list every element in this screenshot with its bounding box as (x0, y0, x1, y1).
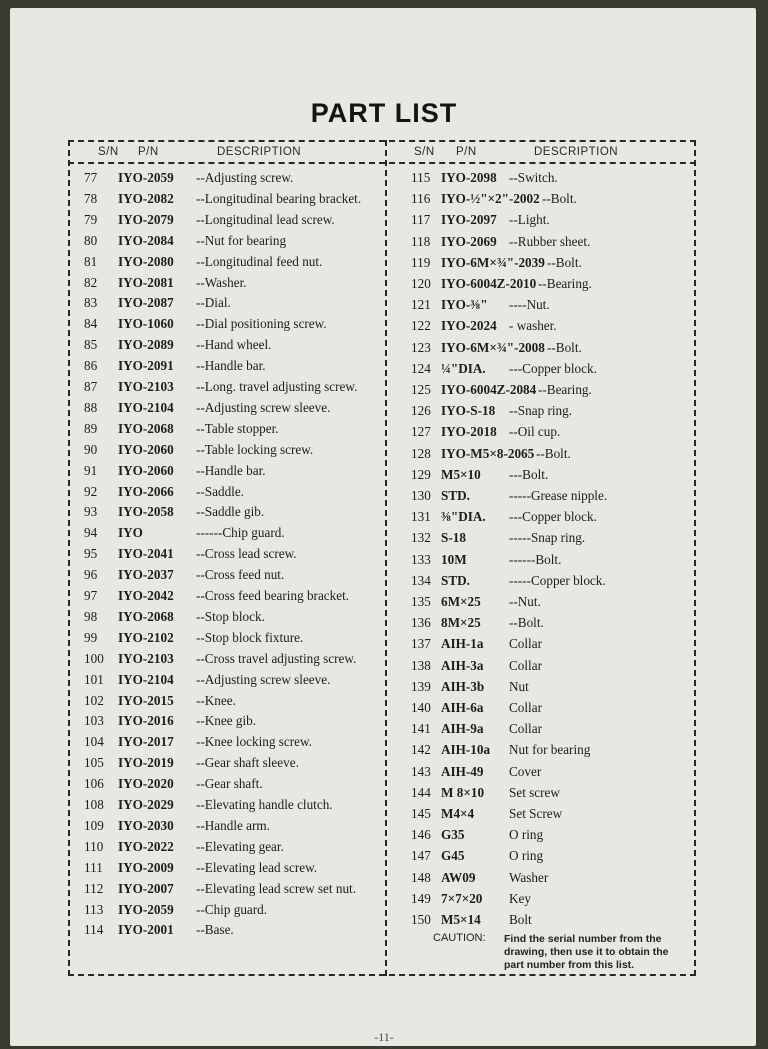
serial-number: 133 (411, 551, 431, 567)
part-description: --Dial. (196, 295, 231, 311)
part-number: 8M×25 (441, 615, 481, 631)
part-description: Collar (509, 700, 542, 715)
part-number: IYO-2017 (118, 734, 174, 750)
serial-number: 81 (84, 253, 98, 269)
part-number: IYO-S-18 (441, 403, 496, 419)
serial-number: 96 (84, 567, 98, 583)
serial-number: 121 (411, 297, 431, 313)
serial-number: 83 (84, 295, 98, 311)
serial-number: 145 (411, 806, 431, 821)
part-description: Collar (509, 636, 542, 652)
serial-number: 135 (411, 594, 431, 609)
part-number: AIH-9a (441, 721, 484, 737)
part-description: ---Bolt. (509, 466, 549, 482)
part-description: --Knee gib. (196, 713, 257, 729)
part-description: --Snap ring. (509, 403, 572, 419)
part-number: ¼"DIA. (441, 360, 486, 376)
part-description: --Saddle gib. (196, 504, 265, 520)
serial-number: 128 (411, 445, 431, 461)
column-divider (385, 140, 387, 976)
serial-number: 77 (84, 170, 98, 185)
part-description: Set Screw (509, 806, 563, 821)
part-number: IYO-2022 (118, 838, 174, 854)
serial-number: 150 (411, 912, 431, 927)
part-description: --Long. travel adjusting screw. (196, 379, 358, 394)
part-number: IYO-2059 (118, 901, 174, 917)
part-number: AIH-3b (441, 678, 485, 694)
serial-number: 102 (84, 692, 104, 708)
caution-label: CAUTION: (433, 932, 486, 944)
serial-number: 125 (411, 382, 431, 397)
serial-number: 112 (84, 880, 104, 896)
serial-number: 103 (84, 713, 104, 729)
serial-number: 110 (84, 838, 104, 854)
part-number: IYO-2068 (118, 420, 174, 436)
serial-number: 130 (411, 488, 431, 503)
serial-number: 137 (411, 636, 431, 652)
part-number: IYO-2024 (441, 318, 497, 334)
part-number: IYO-6004Z-2010 (441, 276, 537, 291)
serial-number: 88 (84, 399, 98, 415)
part-description: --Washer. (196, 274, 247, 290)
part-number: IYO-2042 (118, 588, 174, 603)
part-description: --Base. (196, 922, 234, 938)
part-number: STD. (441, 572, 470, 588)
part-description: --Gear shaft sleeve. (196, 755, 299, 771)
part-number: IYO-2098 (441, 170, 497, 185)
part-number: IYO-2020 (118, 776, 174, 792)
serial-number: 134 (411, 572, 431, 588)
page-number: -11- (374, 1030, 394, 1044)
serial-number: 104 (84, 734, 104, 750)
part-number: IYO-2037 (118, 567, 174, 583)
part-description: --Handle bar. (196, 462, 266, 478)
serial-number: 127 (411, 424, 431, 440)
serial-number: 79 (84, 211, 98, 227)
part-description: --Light. (509, 212, 550, 228)
part-description: Collar (509, 657, 542, 673)
part-description: --Nut. (509, 594, 541, 609)
part-description: -----Copper block. (509, 572, 606, 588)
serial-number: 97 (84, 588, 98, 603)
part-number: IYO-2015 (118, 692, 174, 708)
part-number: IYO-⅜" (441, 297, 488, 313)
part-description: ------Chip guard. (196, 525, 285, 541)
serial-number: 131 (411, 509, 431, 525)
part-description: --Longitudinal feed nut. (196, 253, 323, 269)
part-description: O ring (509, 827, 544, 843)
serial-number: 78 (84, 190, 98, 206)
serial-number: 126 (411, 403, 431, 419)
part-number: 6M×25 (441, 594, 481, 609)
serial-number: 146 (411, 827, 431, 843)
part-number: AIH-49 (441, 763, 484, 779)
serial-number: 147 (411, 848, 431, 864)
part-description: Bolt (509, 912, 532, 927)
serial-number: 115 (411, 170, 431, 185)
part-description: ----Nut. (509, 297, 550, 313)
part-number: IYO-2007 (118, 880, 174, 896)
serial-number: 143 (411, 763, 431, 779)
part-number: IYO-2091 (118, 358, 174, 374)
part-number: IYO-2087 (118, 295, 174, 311)
part-description: --Nut for bearing (196, 232, 287, 248)
header-sn-right: S/N (414, 146, 435, 158)
part-number: 7×7×20 (441, 890, 483, 906)
part-number: IYO-M5×8-2065 (441, 445, 535, 461)
part-description: ---Copper block. (509, 360, 597, 376)
part-number: IYO-2059 (118, 170, 174, 185)
serial-number: 84 (84, 316, 98, 332)
part-description: Nut (509, 678, 529, 694)
part-number: M5×14 (441, 912, 481, 927)
serial-number: 86 (84, 358, 98, 374)
part-number: ⅜"DIA. (441, 509, 486, 525)
serial-number: 124 (411, 360, 431, 376)
part-number: IYO-2084 (118, 232, 174, 248)
serial-number: 111 (84, 859, 103, 875)
part-number: IYO-2009 (118, 859, 174, 875)
part-description: Washer (509, 869, 549, 885)
serial-number: 114 (84, 922, 104, 938)
part-number: IYO-2068 (118, 608, 174, 624)
serial-number: 100 (84, 650, 104, 666)
part-number: AIH-3a (441, 657, 484, 673)
part-number: IYO (118, 525, 143, 541)
part-description: --Switch. (509, 170, 558, 185)
part-description: --Cross lead screw. (196, 546, 297, 562)
serial-number: 116 (411, 191, 431, 207)
part-number: IYO-6M×¾"-2008 (441, 339, 545, 355)
serial-number: 101 (84, 671, 104, 687)
part-description: --Elevating handle clutch. (196, 797, 333, 812)
part-description: --Dial positioning screw. (196, 316, 327, 332)
part-number: AIH-1a (441, 636, 484, 652)
part-number: IYO-2089 (118, 337, 174, 353)
serial-number: 91 (84, 462, 98, 478)
serial-number: 85 (84, 337, 98, 353)
serial-number: 123 (411, 339, 431, 355)
part-number: IYO-1060 (118, 316, 174, 332)
part-number: G35 (441, 827, 465, 843)
part-number: IYO-2103 (118, 650, 174, 666)
serial-number: 139 (411, 678, 431, 694)
part-number: AW09 (441, 869, 476, 885)
part-description: Collar (509, 721, 542, 737)
serial-number: 105 (84, 755, 104, 771)
part-description: --Cross feed bearing bracket. (196, 588, 350, 603)
part-description: --Cross travel adjusting screw. (196, 650, 357, 666)
part-description: ---Copper block. (509, 509, 597, 525)
part-description: --Knee locking screw. (196, 734, 312, 750)
part-description: --Stop block fixture. (196, 629, 304, 645)
part-number: IYO-2019 (118, 755, 174, 771)
part-description: --Handle bar. (196, 358, 266, 374)
part-number: IYO-2080 (118, 253, 174, 269)
part-description: --Handle arm. (196, 817, 270, 833)
header-rule (68, 162, 696, 164)
serial-number: 94 (84, 525, 98, 541)
part-number: AIH-10a (441, 742, 491, 758)
part-description: --Bolt. (547, 339, 582, 355)
part-description: --Cross feed nut. (196, 567, 285, 583)
part-description: --Table stopper. (196, 420, 279, 436)
part-number: 10M (441, 551, 467, 567)
part-number: IYO-2058 (118, 504, 174, 520)
part-number: IYO-2041 (118, 546, 174, 562)
part-description: --Elevating gear. (196, 838, 284, 854)
part-description: O ring (509, 848, 544, 864)
part-description: --Gear shaft. (196, 776, 263, 792)
header-pn-left: P/N (138, 146, 159, 158)
part-number: IYO-2082 (118, 190, 174, 206)
part-description: Key (509, 890, 531, 906)
serial-number: 149 (411, 890, 431, 906)
serial-number: 109 (84, 817, 104, 833)
part-description: Cover (509, 763, 542, 779)
page-title: PART LIST (310, 98, 458, 128)
serial-number: 136 (411, 615, 431, 631)
serial-number: 144 (411, 784, 431, 800)
serial-number: 90 (84, 441, 98, 457)
part-number: IYO-2103 (118, 379, 174, 394)
serial-number: 140 (411, 700, 431, 715)
part-number: IYO-2016 (118, 713, 174, 729)
part-number: S-18 (441, 530, 466, 546)
part-number: IYO-2079 (118, 211, 174, 227)
serial-number: 82 (84, 274, 98, 290)
serial-number: 148 (411, 869, 431, 885)
serial-number: 93 (84, 504, 98, 520)
part-number: IYO-½"×2"-2002 (441, 191, 540, 207)
part-description: --Saddle. (196, 483, 244, 499)
header-pn-right: P/N (456, 146, 477, 158)
part-description: Nut for bearing (509, 742, 591, 758)
serial-number: 132 (411, 530, 431, 546)
part-description: --Chip guard. (196, 901, 268, 917)
part-number: IYO-2097 (441, 212, 497, 228)
part-number: IYO-2029 (118, 797, 174, 812)
part-description: --Adjusting screw. (196, 170, 294, 185)
part-number: IYO-2001 (118, 922, 174, 938)
part-number: IYO-2018 (441, 424, 497, 440)
part-number: IYO-2066 (118, 483, 174, 499)
part-number: IYO-2081 (118, 274, 174, 290)
part-number: IYO-2030 (118, 817, 174, 833)
part-number: IYO-2069 (441, 233, 497, 249)
part-description: --Adjusting screw sleeve. (196, 671, 331, 687)
part-number: STD. (441, 488, 470, 503)
header-sn-left: S/N (98, 146, 119, 158)
part-number: IYO-6004Z-2084 (441, 382, 537, 397)
part-description: --Elevating lead screw set nut. (196, 880, 357, 896)
part-description: --Knee. (196, 692, 236, 708)
part-description: --Oil cup. (509, 424, 561, 440)
part-description: --Bolt. (509, 615, 544, 631)
part-description: Set screw (509, 784, 560, 800)
caution-text: Find the serial number from the drawing, then use it to obtain the part number from this list. (504, 933, 669, 971)
part-description: --Longitudinal lead screw. (196, 211, 335, 227)
part-number: IYO-2060 (118, 462, 174, 478)
part-number: M 8×10 (441, 784, 485, 800)
part-description: -----Grease nipple. (509, 488, 608, 503)
serial-number: 122 (411, 318, 431, 334)
part-description: --Bearing. (538, 276, 592, 291)
serial-number: 118 (411, 233, 431, 249)
serial-number: 117 (411, 212, 431, 228)
serial-number: 99 (84, 629, 98, 645)
serial-number: 138 (411, 657, 431, 673)
part-number: M4×4 (441, 806, 475, 821)
part-number: IYO-2060 (118, 441, 174, 457)
part-number: IYO-2104 (118, 399, 174, 415)
serial-number: 113 (84, 901, 104, 917)
serial-number: 89 (84, 420, 98, 436)
part-number: M5×10 (441, 466, 481, 482)
serial-number: 106 (84, 776, 104, 792)
serial-number: 119 (411, 254, 431, 270)
part-description: --Hand wheel. (196, 337, 272, 353)
part-description: -----Snap ring. (509, 530, 586, 546)
part-number: IYO-6M×¾"-2039 (441, 254, 545, 270)
serial-number: 80 (84, 232, 98, 248)
part-description: --Elevating lead screw. (196, 859, 318, 875)
header-description-right: DESCRIPTION (534, 146, 619, 158)
part-description: ------Bolt. (509, 551, 562, 567)
serial-number: 120 (411, 276, 431, 291)
part-description: - washer. (509, 318, 557, 334)
part-number: AIH-6a (441, 700, 484, 715)
serial-number: 142 (411, 742, 431, 758)
part-number: IYO-2102 (118, 629, 174, 645)
part-description: --Bolt. (536, 445, 571, 461)
serial-number: 129 (411, 466, 431, 482)
part-description: --Bolt. (547, 254, 582, 270)
part-number: IYO-2104 (118, 671, 174, 687)
part-description: --Rubber sheet. (509, 233, 591, 249)
serial-number: 141 (411, 721, 431, 737)
serial-number: 108 (84, 797, 104, 812)
serial-number: 92 (84, 483, 98, 499)
part-description: --Adjusting screw sleeve. (196, 399, 331, 415)
part-description: --Bearing. (538, 382, 592, 397)
serial-number: 95 (84, 546, 98, 562)
serial-number: 87 (84, 379, 98, 394)
serial-number: 98 (84, 608, 98, 624)
part-description: --Longitudinal bearing bracket. (196, 190, 362, 206)
part-description: --Table locking screw. (196, 441, 314, 457)
part-description: --Stop block. (196, 608, 265, 624)
part-description: --Bolt. (542, 191, 577, 207)
part-number: G45 (441, 848, 465, 864)
header-description-left: DESCRIPTION (217, 146, 302, 158)
